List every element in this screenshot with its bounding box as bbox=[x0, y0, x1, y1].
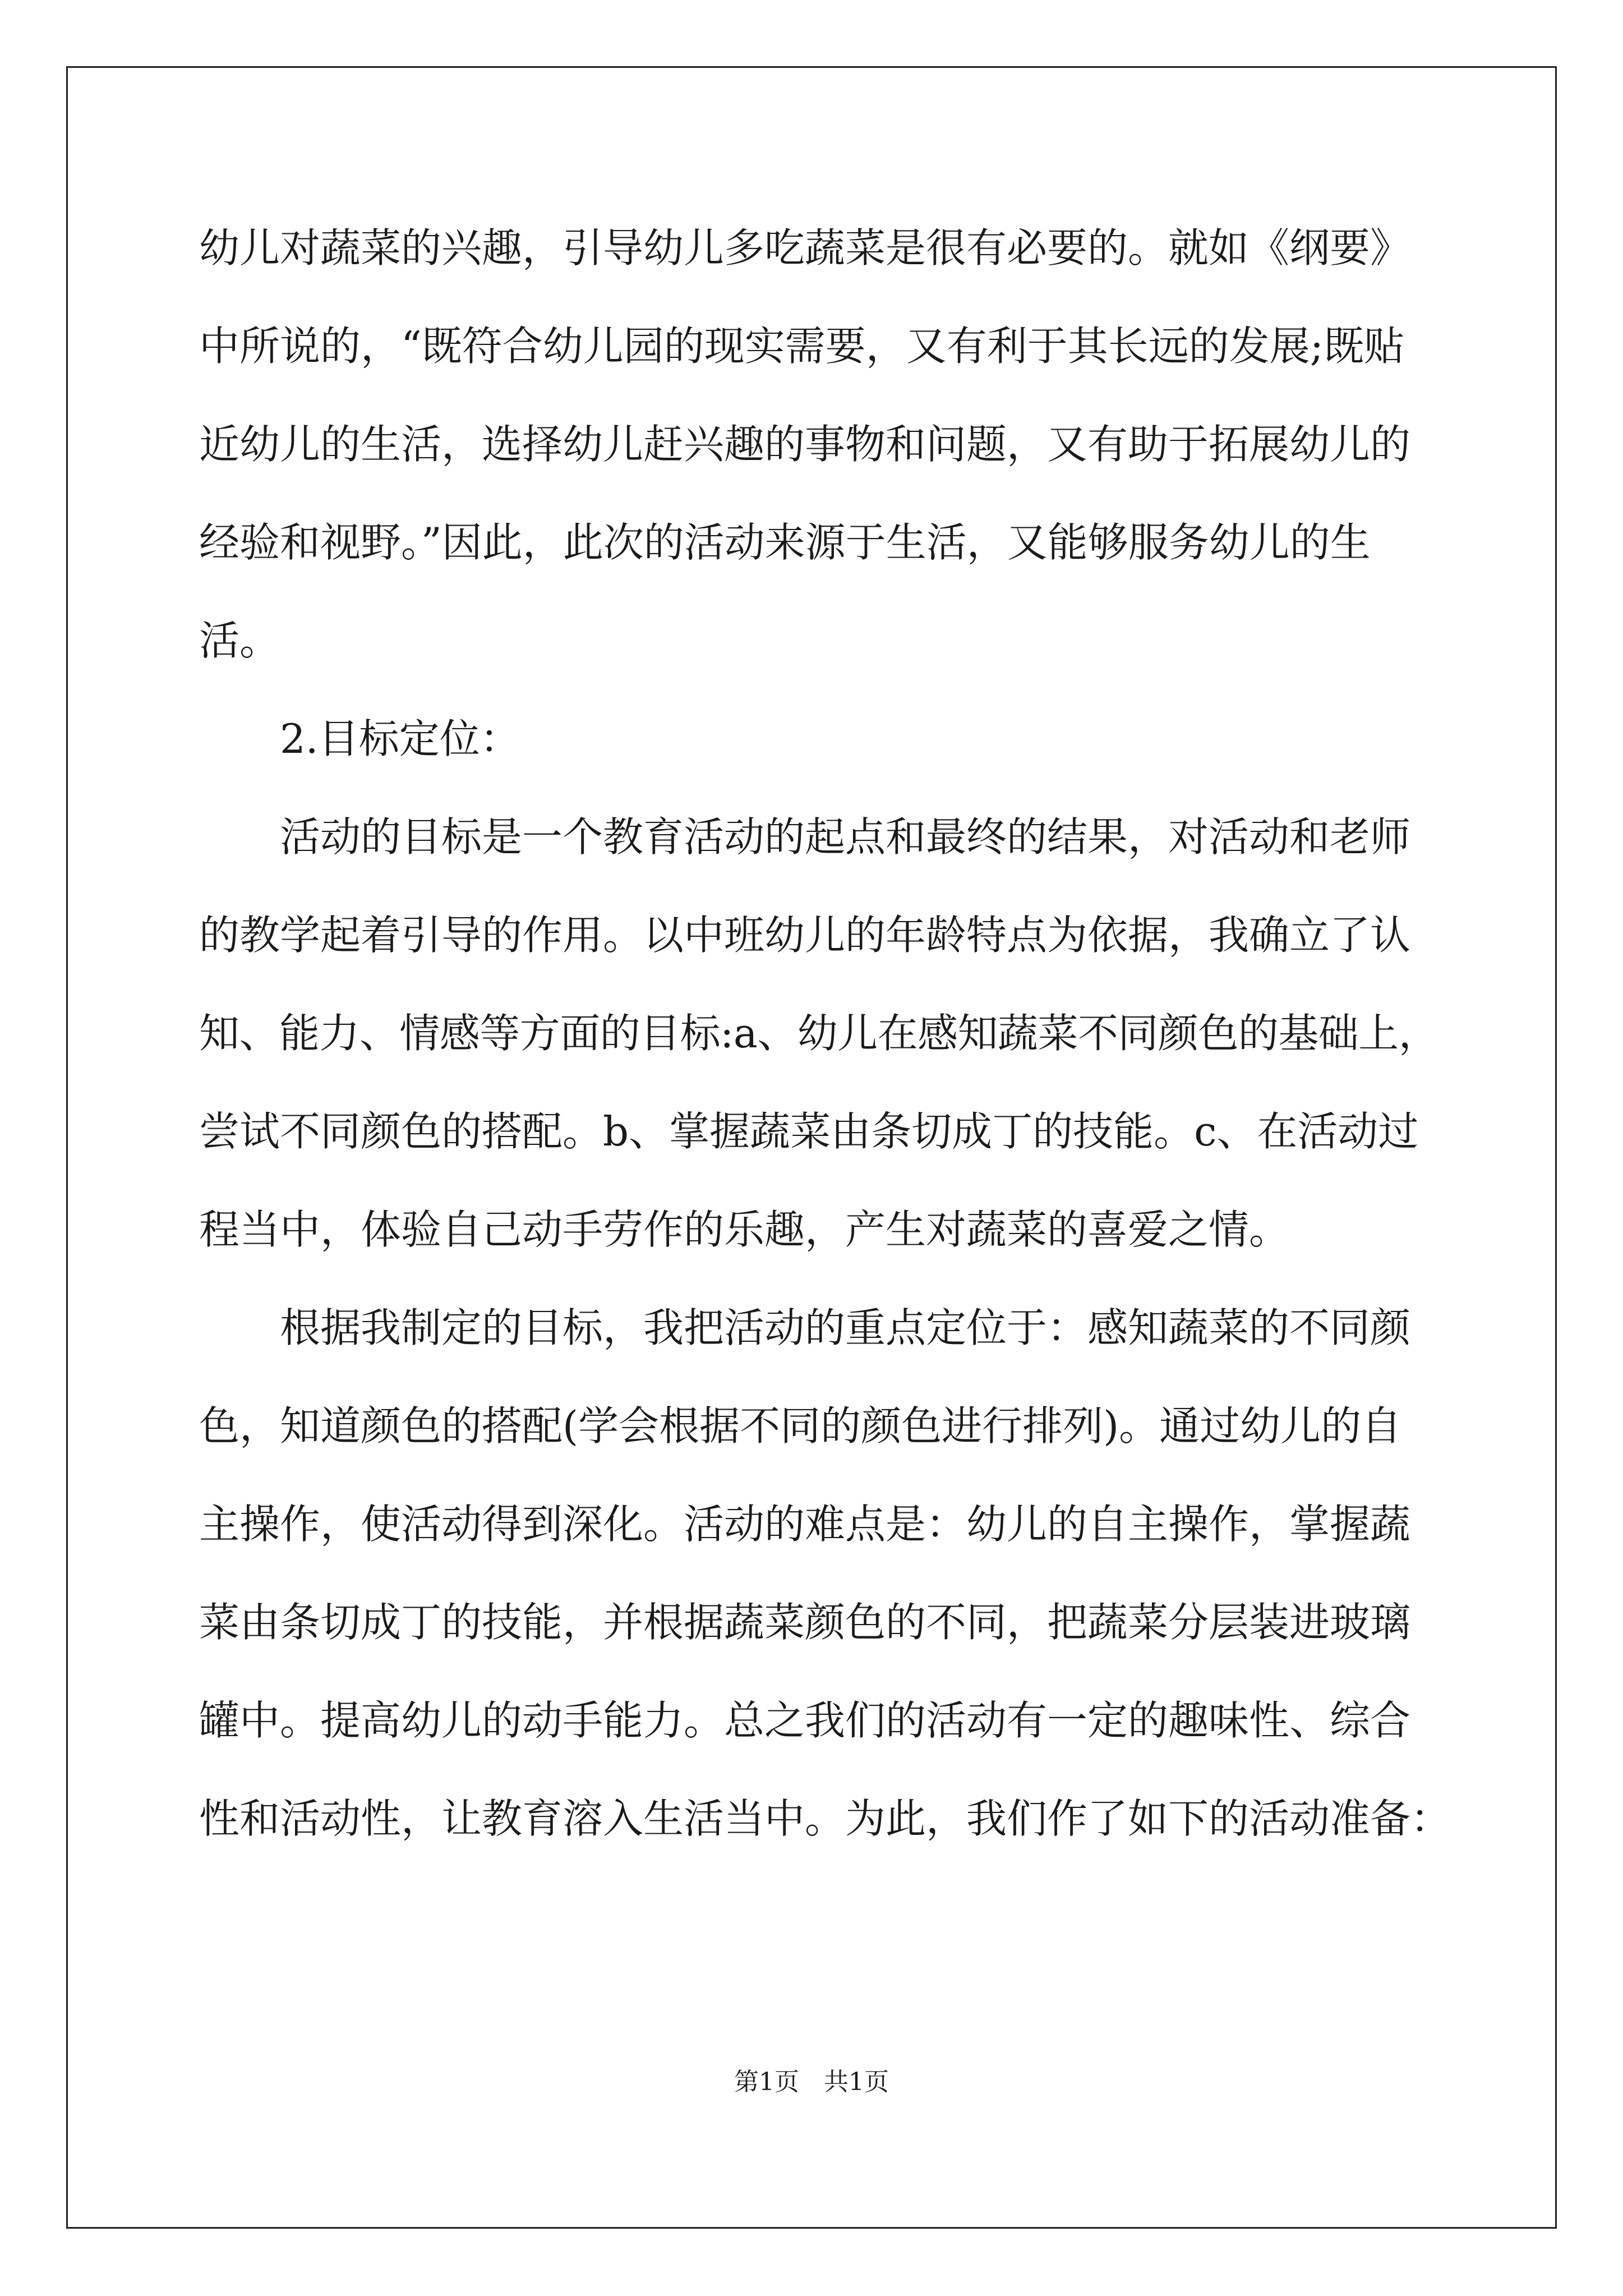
text-line: 色，知道颜色的搭配(学会根据不同的颜色进行排列)。通过幼儿的自 bbox=[199, 1402, 1402, 1450]
text-line: 幼儿对蔬菜的兴趣，引导幼儿多吃蔬菜是很有必要的。就如《纲要》 bbox=[199, 224, 1411, 272]
text-line: 尝试不同颜色的搭配。b、掌握蔬菜由条切成丁的技能。c、在活动过 bbox=[199, 1108, 1419, 1155]
text-line: 罐中。提高幼儿的动手能力。总之我们的活动有一定的趣味性、综合 bbox=[199, 1697, 1411, 1744]
section-heading: 2.目标定位： bbox=[280, 715, 520, 762]
page-number: 第1页 bbox=[734, 2068, 799, 2096]
text-line: 主操作，使活动得到深化。活动的难点是：幼儿的自主操作，掌握蔬 bbox=[199, 1501, 1411, 1548]
text-line: 活。 bbox=[199, 617, 280, 664]
text-line: 性和活动性，让教育溶入生活当中。为此，我们作了如下的活动准备： bbox=[199, 1795, 1451, 1842]
page-footer bbox=[0, 2065, 1623, 2099]
text-line: 活动的目标是一个教育活动的起点和最终的结果，对活动和老师 bbox=[280, 813, 1411, 861]
text-line: 程当中，体验自己动手劳作的乐趣，产生对蔬菜的喜爱之情。 bbox=[199, 1206, 1290, 1253]
text-line: 近幼儿的生活，选择幼儿赶兴趣的事物和问题，又有助于拓展幼儿的 bbox=[199, 421, 1411, 468]
text-line: 的教学起着引导的作用。以中班幼儿的年龄特点为依据，我确立了认 bbox=[199, 912, 1411, 959]
page-total: 共1页 bbox=[824, 2068, 889, 2096]
text-line: 中所说的，“既符合幼儿园的现实需要，又有利于其长远的发展;既贴 bbox=[199, 323, 1405, 370]
text-line: 根据我制定的目标，我把活动的重点定位于：感知蔬菜的不同颜 bbox=[280, 1304, 1411, 1351]
text-line: 经验和视野。”因此，此次的活动来源于生活，又能够服务幼儿的生 bbox=[199, 519, 1371, 566]
document-body bbox=[199, 199, 1451, 1868]
text-line: 菜由条切成丁的技能，并根据蔬菜颜色的不同，把蔬菜分层装进玻璃 bbox=[199, 1599, 1411, 1646]
text-line: 知、能力、情感等方面的目标:a、幼儿在感知蔬菜不同颜色的基础上， bbox=[199, 1010, 1439, 1057]
